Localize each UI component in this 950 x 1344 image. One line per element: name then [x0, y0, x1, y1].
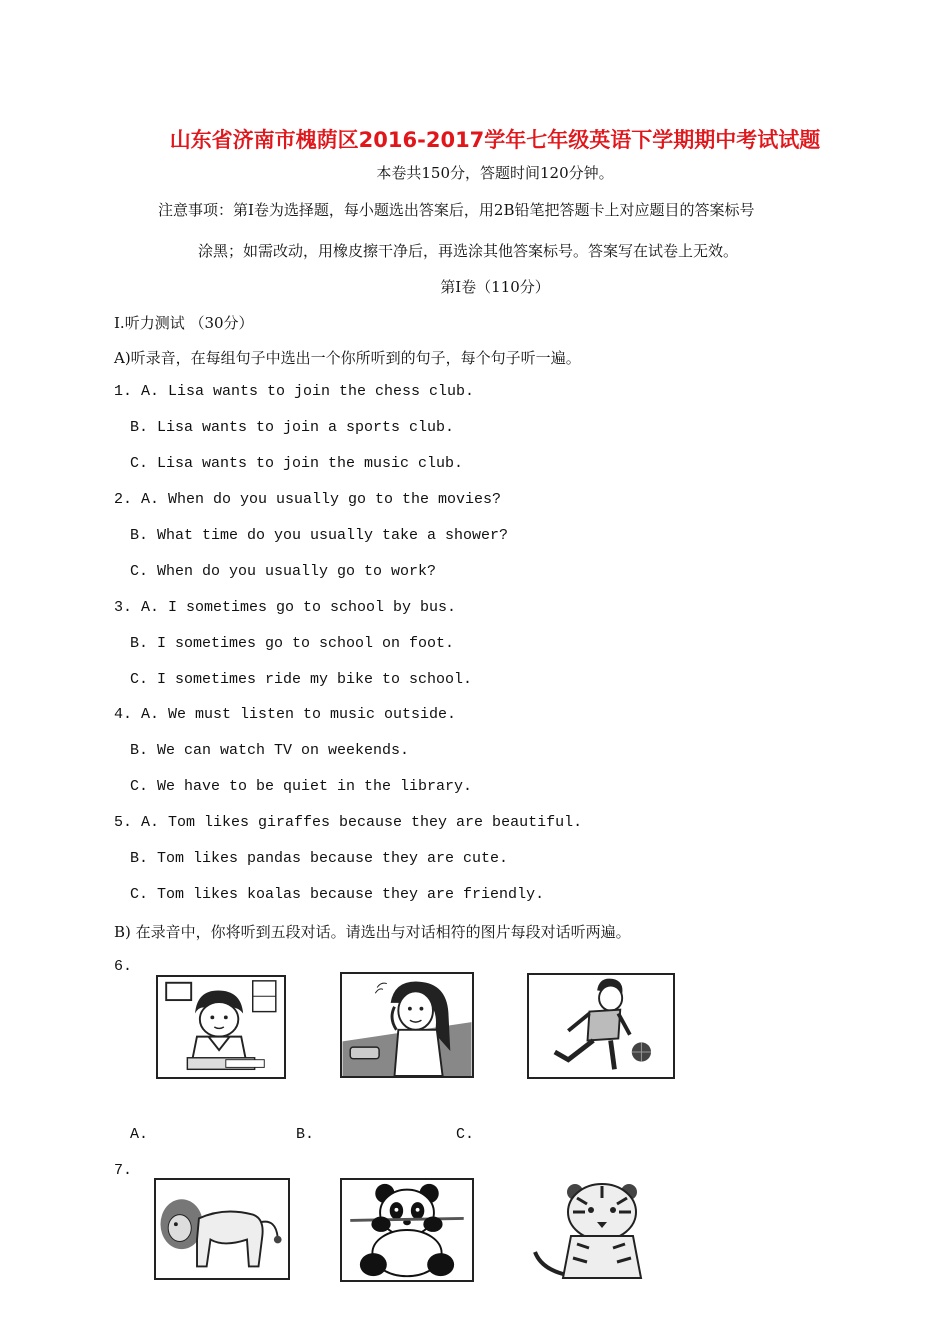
question-4-option-a: 4. A. We must listen to music outside. — [114, 706, 457, 723]
question-1-option-a: 1. A. Lisa wants to join the chess club. — [114, 383, 475, 400]
question-3-option-a: 3. A. I sometimes go to school by bus. — [114, 599, 457, 616]
question-2-option-c: C. When do you usually go to work? — [130, 563, 437, 580]
q6-picture-a-student-writing — [156, 975, 286, 1079]
document-title: 山东省济南市槐荫区2016-2017学年七年级英语下学期期中考试试题 — [169, 128, 821, 152]
q6-option-b-label: B. — [296, 1126, 315, 1143]
q6-option-c-label: C. — [456, 1126, 475, 1143]
question-7-number: 7. — [114, 1162, 133, 1179]
question-2-option-b: B. What time do you usually take a shower? — [130, 527, 509, 544]
q7-picture-lion — [154, 1178, 290, 1280]
question-3-option-c: C. I sometimes ride my bike to school. — [130, 671, 473, 688]
section-1-heading: I.听力测试 （30分） — [114, 314, 254, 332]
q6-option-a-label: A. — [130, 1126, 149, 1143]
question-5-option-b: B. Tom likes pandas because they are cute. — [130, 850, 509, 867]
notice-line-1: 注意事项：第Ⅰ卷为选择题，每小题选出答案后，用2B铅笔把答题卡上对应题目的答案标号 — [158, 201, 755, 219]
question-1-option-c: C. Lisa wants to join the music club. — [130, 455, 464, 472]
question-3-option-b: B. I sometimes go to school on foot. — [130, 635, 455, 652]
q6-picture-c-boy-playing-basketball — [527, 973, 675, 1079]
q6-picture-b-girl-on-phone — [340, 972, 474, 1078]
q7-picture-tiger — [527, 1178, 677, 1284]
question-4-option-b: B. We can watch TV on weekends. — [130, 742, 410, 759]
section-b-instruction: B) 在录音中，你将听到五段对话。请选出与对话相符的图片每段对话听两遍。 — [114, 923, 631, 941]
question-5-option-c: C. Tom likes koalas because they are friendly. — [130, 886, 545, 903]
exam-intro: 本卷共150分，答题时间120分钟。 — [376, 164, 614, 182]
question-4-option-c: C. We have to be quiet in the library. — [130, 778, 473, 795]
section-a-instruction: A)听录音，在每组句子中选出一个你所听到的句子，每个句子听一遍。 — [114, 349, 581, 367]
part-1-heading: 第Ⅰ卷（110分） — [440, 278, 550, 296]
question-2-option-a: 2. A. When do you usually go to the movies? — [114, 491, 502, 508]
notice-line-2: 涂黑；如需改动，用橡皮擦干净后，再选涂其他答案标号。答案写在试卷上无效。 — [198, 242, 739, 260]
question-6-number: 6. — [114, 958, 133, 975]
question-5-option-a: 5. A. Tom likes giraffes because they are beautiful. — [114, 814, 583, 831]
q7-picture-panda — [340, 1178, 474, 1282]
question-1-option-b: B. Lisa wants to join a sports club. — [130, 419, 455, 436]
